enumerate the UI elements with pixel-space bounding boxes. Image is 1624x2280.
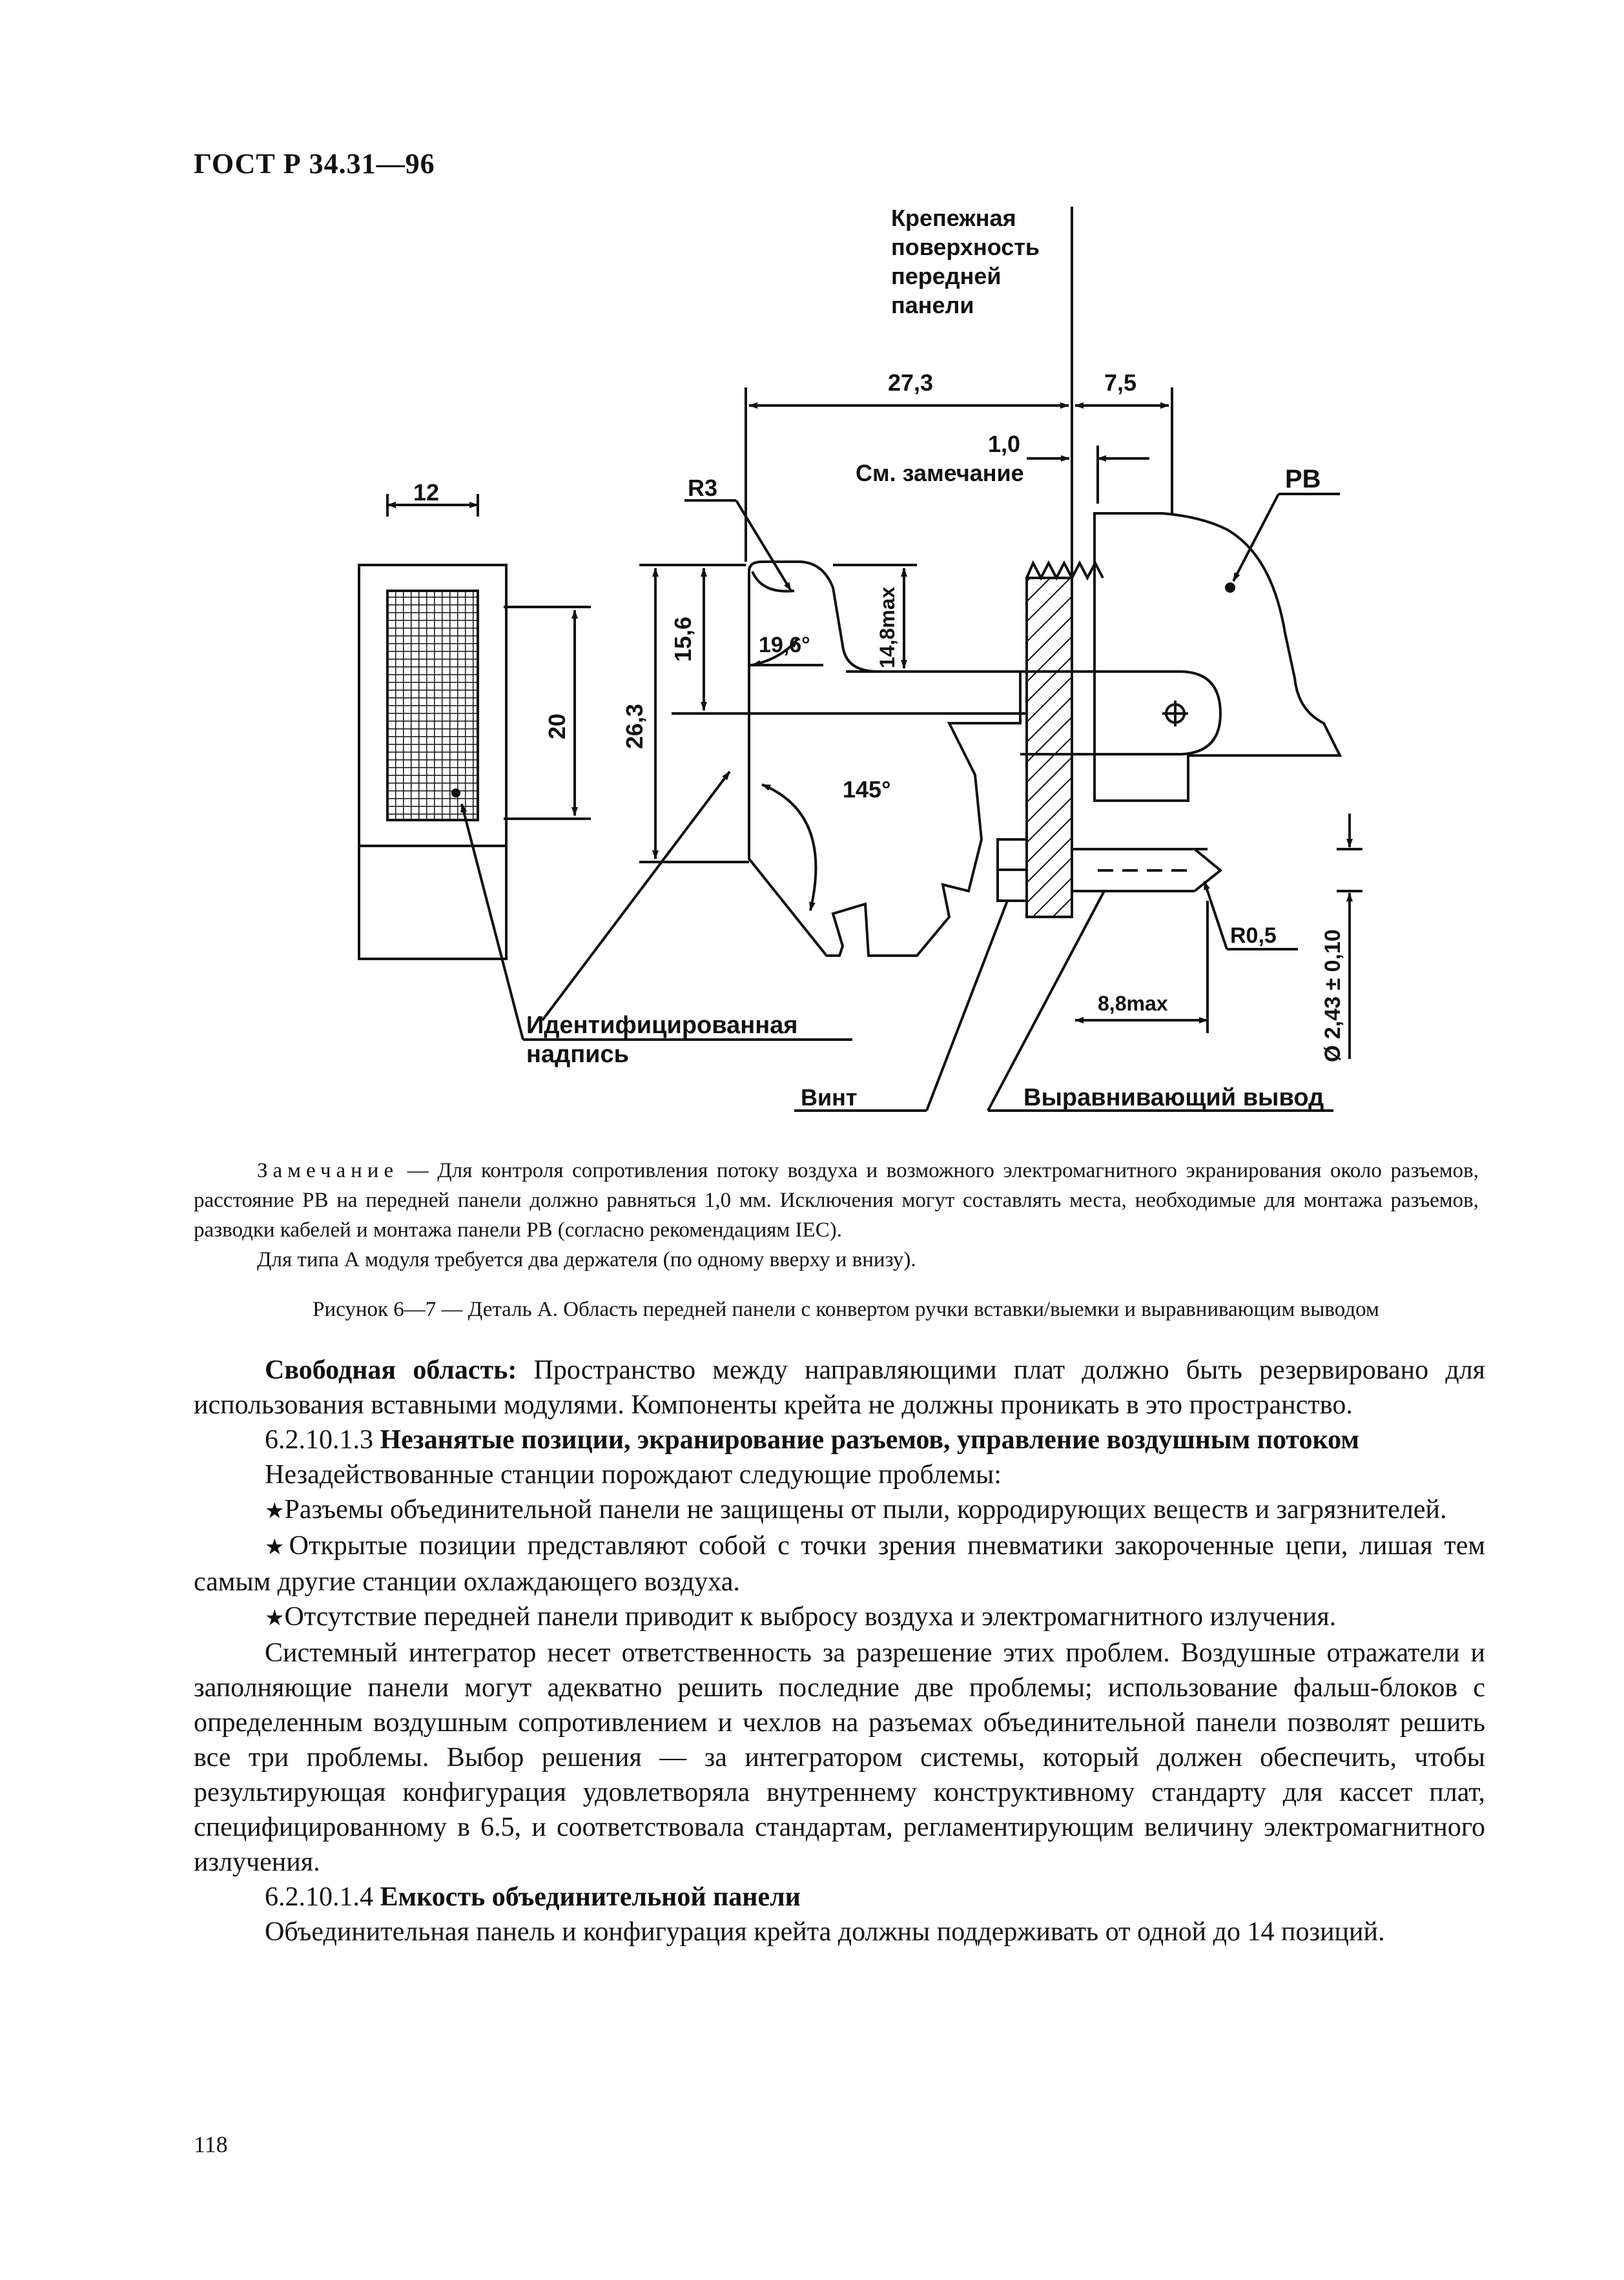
free-area-text: Пространство между направляющими плат должно быть резервировано для использования вставными модулями. Компоненты крейта не должны проникать в это пространство. [194, 1355, 1485, 1420]
bullet-star-icon: ★ [265, 1605, 285, 1631]
section-number-2: 6.2.10.1.4 [265, 1882, 380, 1912]
mount-surface-label-1: Крепежная [891, 205, 1016, 231]
dim-27-3: 27,3 [888, 369, 934, 396]
section-heading-1: Незанятые позиции, экранирование разъемов, управление воздушным потоком [380, 1425, 1359, 1455]
dim-15-6: 15,6 [670, 616, 696, 662]
align-pin-label: Выравнивающий вывод [1023, 1084, 1324, 1111]
rb-component [1095, 513, 1340, 801]
r0-5-label: R0,5 [1230, 923, 1277, 948]
bullet-1: Разъемы объединительной панели не защищены от пыли, корродирующих веществ и загрязнителей. [284, 1495, 1447, 1525]
front-panel [1027, 578, 1072, 917]
section-heading-2: Емкость объединительной панели [380, 1882, 801, 1912]
identified-label-1: Идентифицированная [526, 1012, 798, 1039]
note-text-1: — Для контроля сопротивления потоку воздуха и возможного электромагнитного экранирования около разъемов, расстояние РВ на передней панели должно равняться 1,0 мм. Исключения могут составлять места, необходимые для монтажа разъемов, разводки кабелей и монтажа панели РВ (согласно рекомендациям IEC). [194, 1159, 1479, 1242]
see-note-label: См. замечание [856, 460, 1024, 486]
page-number: 118 [194, 2131, 228, 2157]
dim-diameter: Ø 2,43 ± 0,10 [1321, 929, 1345, 1062]
dim-26-3: 26,3 [621, 703, 648, 749]
mount-surface-label-2: поверхность [891, 234, 1040, 260]
bullet-star-icon: ★ [265, 1498, 285, 1524]
alignment-pin [1072, 849, 1220, 891]
dim-7-5: 7,5 [1104, 369, 1137, 396]
bullet-star-icon: ★ [265, 1534, 289, 1560]
note-text-2: Для типа А модуля требуется два держателя (по одному вверху и внизу). [257, 1248, 916, 1271]
bullet-3: Отсутствие передней панели приводит к выбросу воздуха и электромагнитного излучения. [284, 1602, 1337, 1632]
dim-145: 145° [843, 776, 891, 803]
dim-8-8: 8,8max [1098, 992, 1168, 1015]
document-header: ГОСТ Р 34.31—96 [194, 148, 435, 180]
body-text [194, 1353, 1485, 1949]
bullet-2: Открытые позиции представляют собой с точки зрения пневматики закороченные цепи, лишая тем самым другие станции охлаждающего воздуха. [194, 1531, 1486, 1597]
integrator-paragraph: Системный интегратор несет ответственность за разрешение этих проблем. Воздушные отражатели и заполняющие панели могут адекватно решить последние две проблемы; использование фальш-блоков с определенным воздушным сопротивлением и чехлов на разъемах объединительной панели позволят решить все три проблемы. Выбор решения — за интегратором системы, который должен обеспечить, чтобы результирующая конфигурация удовлетворяла внутреннему конструктивному стандарту для кассет плат, специфицированному в 6.5, и соответствовала стандартам, регламентирующим величину электромагнитного излучения. [194, 1638, 1485, 1877]
free-area-term: Свободная область: [265, 1355, 517, 1385]
dim-14-8: 14,8max [876, 586, 899, 668]
rb-label: РВ [1285, 465, 1321, 493]
dim-19-6: 19,6° [759, 633, 810, 657]
identified-label-2: надпись [526, 1041, 630, 1068]
identification-module [359, 565, 506, 959]
note-label: Замечание [257, 1159, 399, 1182]
problems-intro: Незадействованные станции порождают следующие проблемы: [265, 1460, 1002, 1490]
capacity-paragraph: Объединительная панель и конфигурация крейта должны поддерживать от одной до 14 позиций. [265, 1917, 1385, 1947]
figure-note [194, 1156, 1479, 1275]
dim-1-0: 1,0 [988, 431, 1021, 457]
dim-20: 20 [544, 713, 570, 739]
r3-label: R3 [688, 475, 718, 501]
section-number-1: 6.2.10.1.3 [265, 1425, 380, 1455]
figure-caption: Рисунок 6—7 — Деталь А. Область передней панели с конвертом ручки вставки/выемки и выравнивающим выводом [313, 1298, 1379, 1321]
mount-surface-label-3: передней [891, 263, 1002, 289]
screw-label: Винт [801, 1084, 858, 1111]
dim-12: 12 [413, 479, 440, 506]
mount-surface-label-4: панели [891, 292, 974, 318]
